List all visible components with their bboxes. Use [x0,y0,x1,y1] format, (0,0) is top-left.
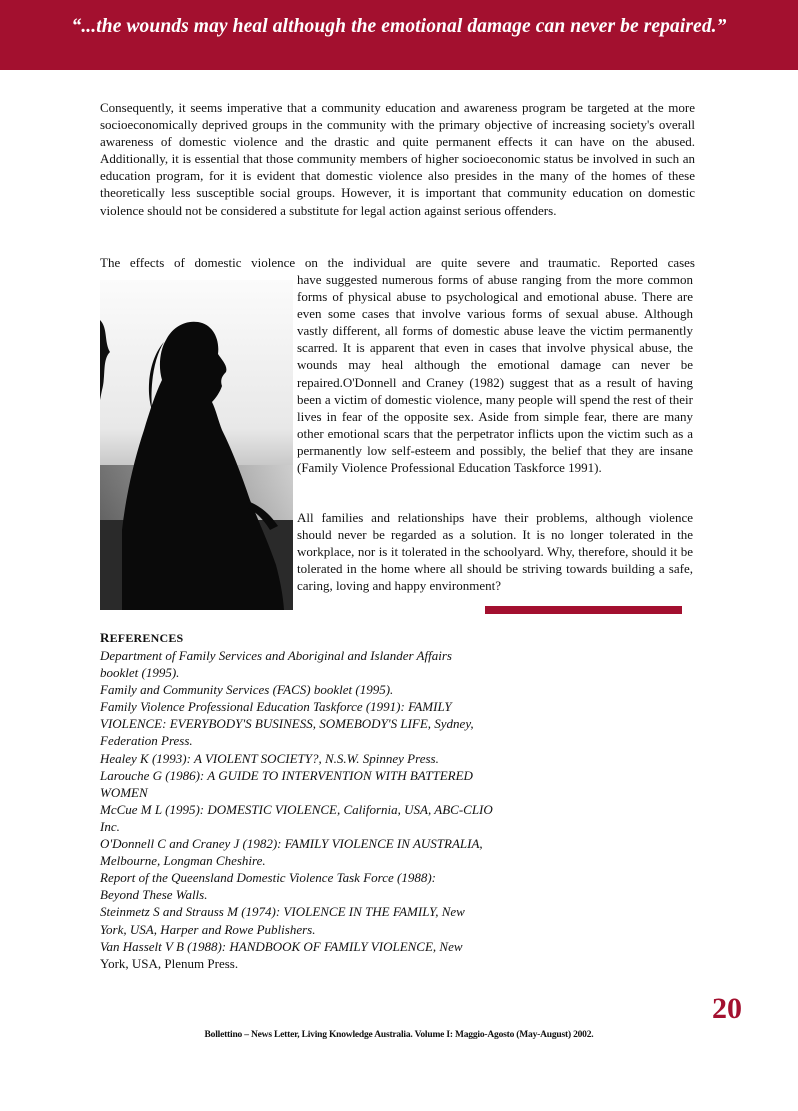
body-paragraph-2: have suggested numerous forms of abuse ranging from the more common forms of physical abuse to psychological and emotional abuse. There are even some cases that involve various forms of sexual abuse. Although vastly different, all forms of domestic abuse leave the victim permanently scarred. It is apparent that even in cases that involve physical abuse, the wounds may heal although the emotional damage can never be repaired.O'Donnell and Craney (1982) suggest that as a result of having been a victim of domestic violence, many people will spend the rest of their lives in fear of the opposite sex. Aside from simple fear, there are many other emotional scars that the perpetrator inflicts upon the victim such as a permanently low self-esteem and possibly, the belief that they are insane (Family Violence Professional Education Taskforce 1991). [297,272,693,476]
page-number: 20 [712,992,742,1025]
reference-line: booklet (1995). [100,665,180,681]
reference-line: York, USA, Harper and Rowe Publishers. [100,921,316,937]
reference-line-last [100,955,560,972]
reference-line: Melbourne, Longman Cheshire. [100,853,266,869]
reference-line: Federation Press. [100,733,193,749]
header-banner [0,0,798,70]
reference-line: Van Hasselt V B (1988): HANDBOOK OF FAMILY VIOLENCE, New [100,938,463,954]
accent-bar [485,606,682,614]
reference-line: Department of Family Services and Aboriginal and Islander Affairs [100,648,452,663]
reference-line-last-text: York, USA, Plenum Press. [100,955,239,971]
body-paragraph-1: Consequently, it seems imperative that a community education and awareness program be targeted at the more socioeconomically deprived groups in the community with the primary objective of increasing society's overall awareness of domestic violence and the drastic and quite permanent effects it can have on the abused. Additionally, it is essential that those community members of higher socioeconomic status be involved in such an education program, for it is evident that domestic violence also presides in the many of the homes of these theoretically less susceptible social groups. However, it is important that community education on domestic violence should not be considered a substitute for legal action against serious offenders. [100,100,695,218]
reference-line: Report of the Queensland Domestic Violence Task Force (1988): [100,870,436,886]
references-heading-rest: EFERENCES [109,631,184,645]
body-paragraph-2-lead: The effects of domestic violence on the individual are quite severe and traumatic. Reported cases [100,255,695,270]
reference-line: WOMEN [100,784,148,800]
references-heading-initial: R [100,630,110,645]
references-section [100,630,560,972]
reference-line: VIOLENCE: EVERYBODY'S BUSINESS, SOMEBODY'S LIFE, Sydney, [100,716,474,732]
reference-line: O'Donnell C and Craney J (1982): FAMILY VIOLENCE IN AUSTRALIA, [100,836,483,852]
reference-line: McCue M L (1995): DOMESTIC VIOLENCE, California, USA, ABC-CLIO [100,801,493,817]
reference-list [100,647,560,972]
footer-citation: Bollettino – News Letter, Living Knowledge Australia. Volume I: Maggio-Agosto (May-August) 2002. [204,1030,594,1040]
references-heading [100,630,560,646]
body-paragraph-3: All families and relationships have their problems, although violence should never be regarded as a solution. It is no longer tolerated in the workplace, nor is it tolerated in the schoolyard. Why, therefore, should it be tolerated in the home where all should be striving towards building a safe, caring, loving and happy environment? [297,510,693,594]
reference-line: Family and Community Services (FACS) booklet (1995). [100,682,394,698]
reference-line: Steinmetz S and Strauss M (1974): VIOLENCE IN THE FAMILY, New [100,904,465,920]
reference-line: Larouche G (1986): A GUIDE TO INTERVENTION WITH BATTERED [100,767,473,783]
reference-line: Healey K (1993): A VIOLENT SOCIETY?, N.S.W. Spinney Press. [100,750,439,766]
reference-line: Inc. [100,818,120,834]
reference-line: Beyond These Walls. [100,887,208,903]
header-quote: “...the wounds may heal although the emotional damage can never be repaired.” [71,16,727,37]
reference-line: Family Violence Professional Education Taskforce (1991): FAMILY [100,699,452,715]
silhouette-photo [100,280,293,610]
